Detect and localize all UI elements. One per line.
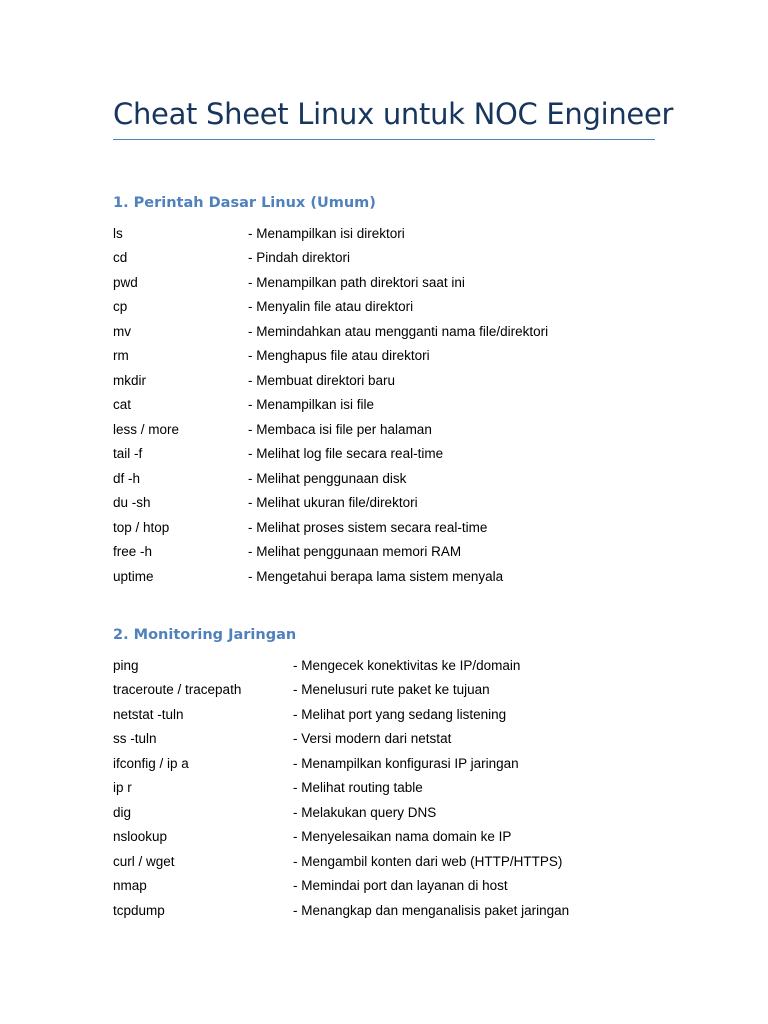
network-commands-list bbox=[113, 653, 569, 923]
command-description: - Menampilkan konfigurasi IP jaringan bbox=[293, 755, 519, 771]
command-row bbox=[113, 825, 569, 850]
command-name: ss -tuln bbox=[113, 731, 157, 747]
command-description: - Melihat ukuran file/direktori bbox=[248, 495, 418, 511]
command-row bbox=[113, 678, 569, 703]
command-name: tail -f bbox=[113, 446, 143, 462]
command-description: - Melihat penggunaan disk bbox=[248, 470, 407, 486]
command-description: - Menyalin file atau direktori bbox=[248, 299, 414, 315]
command-row bbox=[113, 393, 548, 418]
command-row bbox=[113, 751, 569, 776]
command-row bbox=[113, 417, 548, 442]
command-name: cd bbox=[113, 250, 128, 266]
command-description: - Membuat direktori baru bbox=[248, 372, 396, 388]
command-name: netstat -tuln bbox=[113, 706, 184, 722]
command-description: - Menyelesaikan nama domain ke IP bbox=[293, 829, 512, 845]
command-name: du -sh bbox=[113, 495, 151, 511]
command-row bbox=[113, 898, 569, 923]
command-description: - Menampilkan isi direktori bbox=[248, 225, 405, 241]
command-description: - Melihat proses sistem secara real-time bbox=[248, 519, 488, 535]
command-description: - Mengambil konten dari web (HTTP/HTTPS) bbox=[293, 853, 563, 869]
command-row bbox=[113, 270, 548, 295]
command-name: free -h bbox=[113, 544, 153, 560]
command-name: curl / wget bbox=[113, 853, 175, 869]
command-name: less / more bbox=[113, 421, 180, 437]
command-row bbox=[113, 442, 548, 467]
command-row bbox=[113, 800, 569, 825]
command-description: - Mengetahui berapa lama sistem menyala bbox=[248, 568, 504, 584]
section-heading-network-monitoring: 2. Monitoring Jaringan bbox=[113, 627, 297, 643]
command-description: - Melihat port yang sedang listening bbox=[293, 706, 507, 722]
command-name: rm bbox=[113, 348, 129, 364]
command-row bbox=[113, 849, 569, 874]
command-row bbox=[113, 540, 548, 565]
command-name: ifconfig / ip a bbox=[113, 755, 189, 771]
command-name: tcpdump bbox=[113, 902, 165, 918]
command-row bbox=[113, 515, 548, 540]
command-name: mv bbox=[113, 323, 131, 339]
command-description: - Melakukan query DNS bbox=[293, 804, 437, 820]
command-description: - Menangkap dan menganalisis paket jaringan bbox=[293, 902, 570, 918]
command-row bbox=[113, 702, 569, 727]
command-description: - Memindahkan atau mengganti nama file/direktori bbox=[248, 323, 549, 339]
section-heading-basic-commands: 1. Perintah Dasar Linux (Umum) bbox=[113, 195, 376, 211]
command-description: - Melihat routing table bbox=[293, 780, 423, 796]
command-name: traceroute / tracepath bbox=[113, 682, 242, 698]
command-name: df -h bbox=[113, 470, 141, 486]
command-description: - Menelusuri rute paket ke tujuan bbox=[293, 682, 490, 698]
command-row bbox=[113, 295, 548, 320]
command-description: - Pindah direktori bbox=[248, 250, 351, 266]
document-title: Cheat Sheet Linux untuk NOC Engineer bbox=[113, 97, 674, 131]
command-description: - Membaca isi file per halaman bbox=[248, 421, 432, 437]
command-row bbox=[113, 466, 548, 491]
command-description: - Melihat log file secara real-time bbox=[248, 446, 444, 462]
command-name: ls bbox=[113, 225, 123, 241]
command-row bbox=[113, 874, 569, 899]
basic-commands-list bbox=[113, 221, 548, 589]
command-row bbox=[113, 727, 569, 752]
command-name: pwd bbox=[113, 274, 138, 290]
command-row bbox=[113, 776, 569, 801]
command-description: - Memindai port dan layanan di host bbox=[293, 878, 508, 894]
command-row bbox=[113, 221, 548, 246]
title-divider bbox=[113, 139, 655, 140]
command-name: uptime bbox=[113, 568, 154, 584]
command-name: ip r bbox=[113, 780, 132, 796]
command-description: - Menampilkan isi file bbox=[248, 397, 375, 413]
command-name: cat bbox=[113, 397, 132, 413]
command-name: nmap bbox=[113, 878, 147, 894]
command-row bbox=[113, 344, 548, 369]
command-row bbox=[113, 246, 548, 271]
command-name: ping bbox=[113, 657, 139, 673]
command-name: nslookup bbox=[113, 829, 168, 845]
command-description: - Mengecek konektivitas ke IP/domain bbox=[293, 657, 521, 673]
command-description: - Menampilkan path direktori saat ini bbox=[248, 274, 465, 290]
command-row bbox=[113, 564, 548, 589]
command-row bbox=[113, 319, 548, 344]
command-row bbox=[113, 653, 569, 678]
command-description: - Menghapus file atau direktori bbox=[248, 348, 430, 364]
command-row bbox=[113, 491, 548, 516]
command-row bbox=[113, 368, 548, 393]
command-description: - Melihat penggunaan memori RAM bbox=[248, 544, 462, 560]
command-name: cp bbox=[113, 299, 128, 315]
command-name: dig bbox=[113, 804, 132, 820]
command-name: top / htop bbox=[113, 519, 170, 535]
command-name: mkdir bbox=[113, 372, 146, 388]
command-description: - Versi modern dari netstat bbox=[293, 731, 452, 747]
